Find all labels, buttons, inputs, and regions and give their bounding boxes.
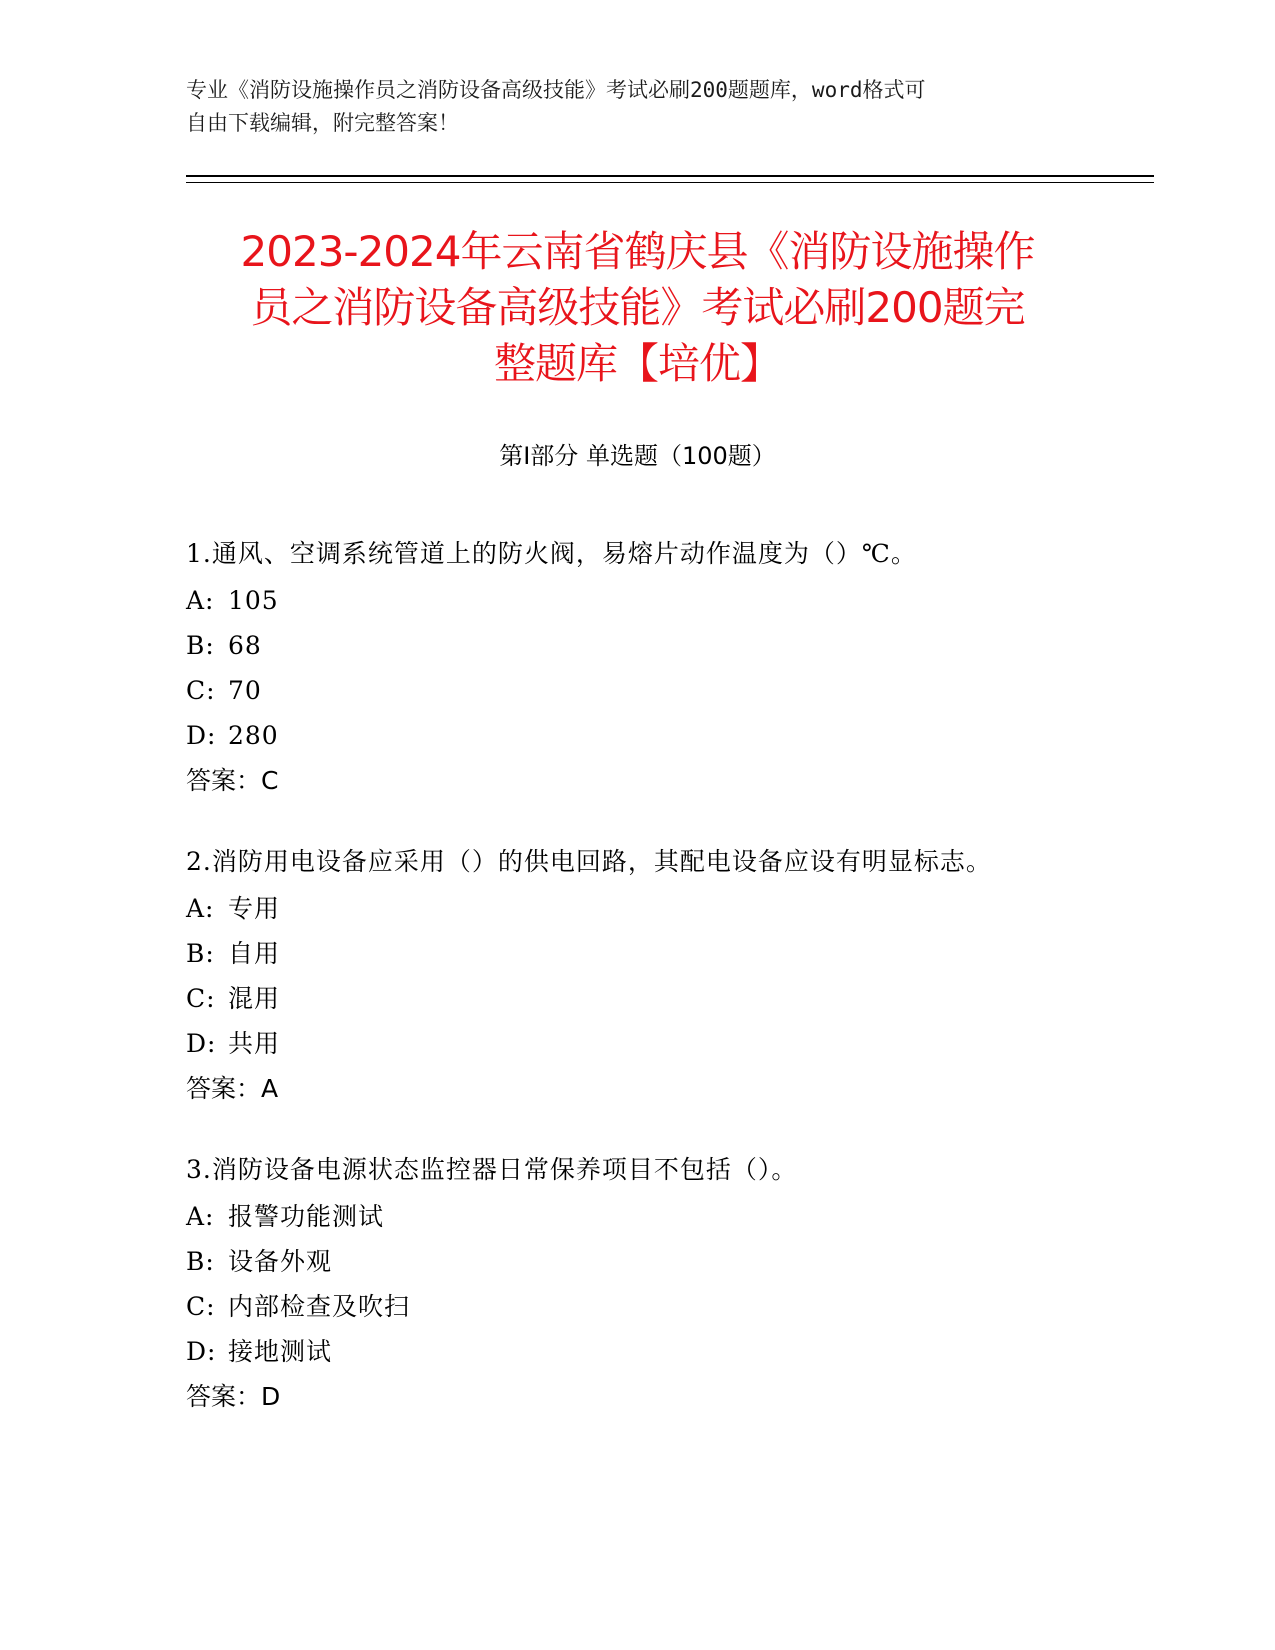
option-text: 68 bbox=[228, 631, 262, 660]
option-list bbox=[186, 578, 1066, 758]
option-item bbox=[186, 976, 1066, 1021]
option-letter: D: bbox=[186, 1029, 217, 1058]
document-title bbox=[150, 224, 1125, 392]
question-item bbox=[186, 838, 1066, 1111]
answer-line: 答案：A bbox=[186, 1074, 279, 1103]
option-letter: D: bbox=[186, 1337, 217, 1366]
option-letter: C: bbox=[186, 984, 216, 1013]
header-note-line-2: 自由下载编辑，附完整答案！ bbox=[186, 111, 459, 135]
option-letter: A: bbox=[186, 1202, 215, 1231]
option-text: 报警功能测试 bbox=[228, 1202, 385, 1231]
option-letter: B: bbox=[186, 939, 215, 968]
option-text: 接地测试 bbox=[228, 1337, 333, 1366]
option-text: 混用 bbox=[228, 984, 281, 1013]
option-list bbox=[186, 1194, 1066, 1374]
header-note-line-1: 专业《消防设施操作员之消防设备高级技能》考试必刷200题题库，word格式可 bbox=[186, 78, 926, 102]
question-list bbox=[186, 530, 1066, 1454]
option-text: 自用 bbox=[228, 939, 281, 968]
option-letter: B: bbox=[186, 631, 215, 660]
option-item bbox=[186, 1021, 1066, 1066]
document-title-line-1: 2023-2024年云南省鹤庆县《消防设施操作 bbox=[240, 227, 1035, 276]
answer-line: 答案：C bbox=[186, 766, 279, 795]
header-rule-thin bbox=[186, 182, 1154, 183]
option-item bbox=[186, 886, 1066, 931]
option-text: 设备外观 bbox=[228, 1247, 333, 1276]
option-item bbox=[186, 1194, 1066, 1239]
option-item bbox=[186, 668, 1066, 713]
question-item bbox=[186, 530, 1066, 803]
header-rule-thick bbox=[186, 175, 1154, 177]
document-title-line-2: 员之消防设备高级技能》考试必刷200题完 bbox=[250, 283, 1025, 332]
document-title-line-3: 整题库【培优】 bbox=[493, 339, 781, 388]
option-list bbox=[186, 886, 1066, 1066]
option-letter: A: bbox=[186, 894, 215, 923]
option-text: 70 bbox=[228, 676, 262, 705]
option-letter: D: bbox=[186, 721, 217, 750]
option-item bbox=[186, 713, 1066, 758]
option-letter: C: bbox=[186, 676, 216, 705]
option-letter: C: bbox=[186, 1292, 216, 1321]
option-text: 内部检查及吹扫 bbox=[228, 1292, 411, 1321]
option-item bbox=[186, 623, 1066, 668]
option-text: 专用 bbox=[228, 894, 281, 923]
question-stem: 2.消防用电设备应采用（）的供电回路，其配电设备应设有明显标志。 bbox=[186, 847, 992, 876]
option-item bbox=[186, 1329, 1066, 1374]
option-item bbox=[186, 1239, 1066, 1284]
option-item bbox=[186, 931, 1066, 976]
section-heading: 第Ⅰ部分 单选题（100题） bbox=[499, 442, 776, 470]
option-text: 280 bbox=[228, 721, 279, 750]
question-item bbox=[186, 1146, 1066, 1419]
option-letter: A: bbox=[186, 586, 215, 615]
option-text: 105 bbox=[228, 586, 279, 615]
option-text: 共用 bbox=[228, 1029, 281, 1058]
option-item bbox=[186, 578, 1066, 623]
answer-line: 答案：D bbox=[186, 1382, 281, 1411]
header-note bbox=[186, 74, 1086, 140]
option-letter: B: bbox=[186, 1247, 215, 1276]
option-item bbox=[186, 1284, 1066, 1329]
question-stem: 1.通风、空调系统管道上的防火阀，易熔片动作温度为（）℃。 bbox=[186, 539, 917, 568]
question-stem: 3.消防设备电源状态监控器日常保养项目不包括（）。 bbox=[186, 1155, 798, 1184]
